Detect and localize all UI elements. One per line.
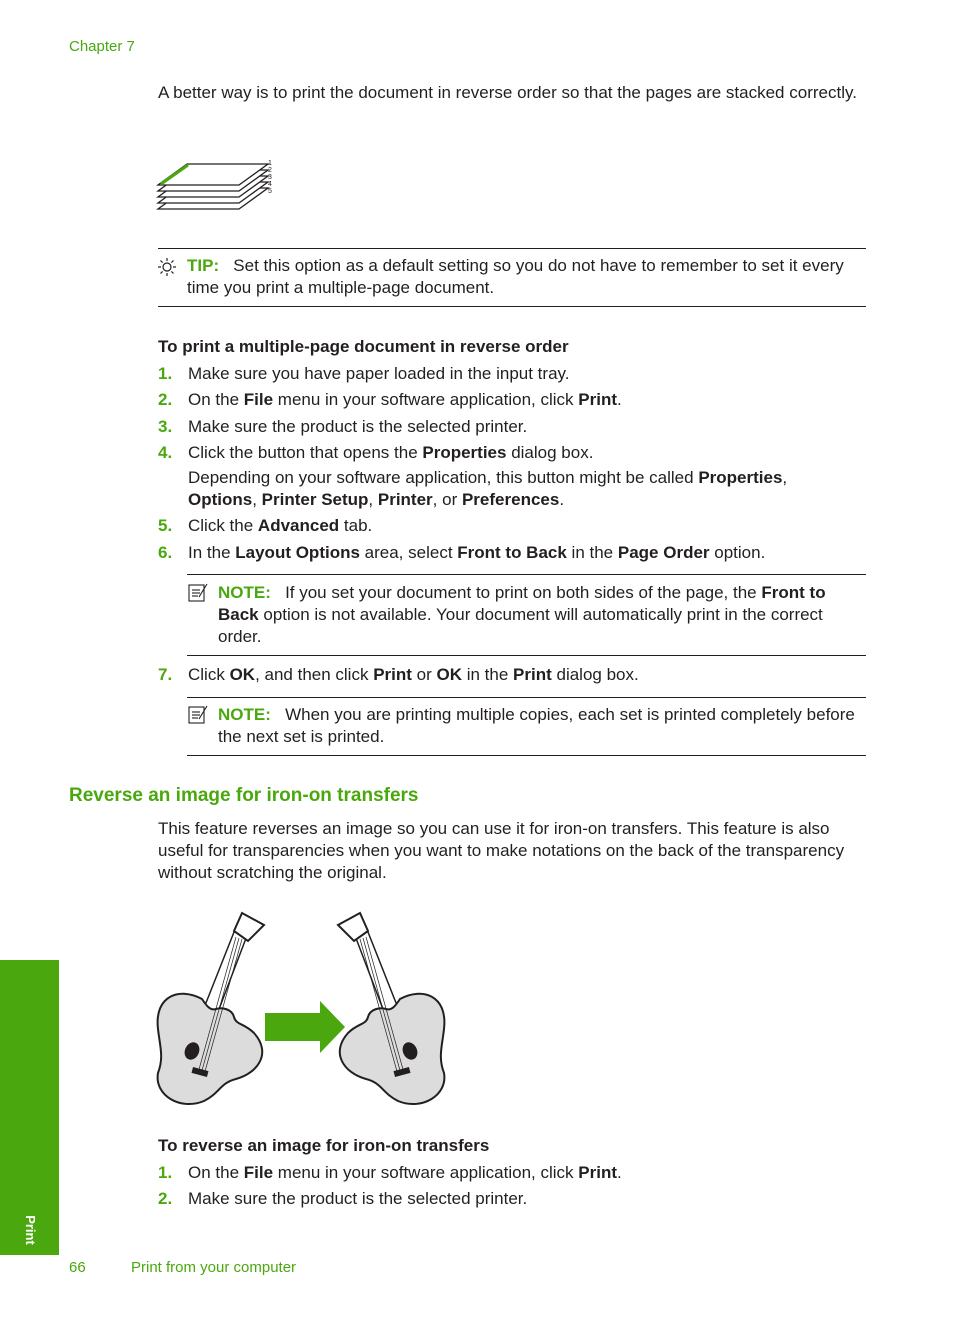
step-text: In the Layout Options area, select Front to Back in the Page Order option. [188,543,766,562]
tip-label: TIP: [187,256,220,275]
step-number: 1. [158,364,173,383]
stacked-pages-illustration [155,155,280,217]
step-text: Click OK, and then click Print or OK in the Print dialog box. [188,665,639,684]
stack-label-1: 1 [268,160,272,167]
tip-body: Set this option as a default setting so you do not have to remember to set it every time you print a multiple-page document. [187,256,844,297]
step-number: 2. [158,1189,173,1208]
step-number: 7. [158,665,173,684]
note-icon [188,705,210,725]
step-text: On the File menu in your software application, click Print. [188,1163,622,1182]
stack-label-3: 3 [268,174,272,181]
procedure-title: To print a multiple-page document in reverse order [158,337,569,356]
step-number: 1. [158,1163,173,1182]
note-2-text: NOTE: When you are printing multiple copies, each set is printed completely before the next set is printed. [218,705,855,746]
step-4-detail: Depending on your software application, this button might be called Properties, Options, Printer Setup, Printer, or Preferences. [188,468,788,509]
note-2-bottom-rule [187,755,866,756]
section-intro: This feature reverses an image so you can use it for iron-on transfers. This feature is also useful for transparencies when you want to make notations on the back of the transparency without scratching the original. [158,819,845,882]
note-1-text: NOTE: If you set your document to print on both sides of the page, the Front to Back option is not available. Your document will automatically print in the correct order. [218,583,826,646]
procedure-title-2: To reverse an image for iron-on transfers [158,1136,490,1155]
step-text: Make sure the product is the selected printer. [188,417,528,436]
lightbulb-icon [157,257,177,277]
step-number: 4. [158,443,173,462]
step-text: Click the Advanced tab. [188,516,373,535]
page-number: 66 [69,1259,86,1276]
step-text: On the File menu in your software application, click Print. [188,390,622,409]
step-number: 3. [158,417,173,436]
tip-top-rule [158,248,866,249]
stack-label-5: 5 [268,188,272,195]
step-text: Make sure the product is the selected printer. [188,1189,528,1208]
intro-paragraph: A better way is to print the document in reverse order so that the pages are stacked correctly. [158,83,857,102]
guitar-reverse-illustration [150,905,460,1110]
note-icon [188,583,210,603]
step-text: Make sure you have paper loaded in the input tray. [188,364,570,383]
tip-text [187,255,867,299]
note-1-bottom-rule [187,655,866,656]
step-number: 5. [158,516,173,535]
note-1-top-rule [187,574,866,575]
footer-section-title: Print from your computer [131,1259,297,1276]
note-2-top-rule [187,697,866,698]
stack-label-4: 4 [268,181,272,188]
stack-label-2: 2 [268,167,272,174]
section-heading: Reverse an image for iron-on transfers [69,785,419,806]
chapter-side-tab [0,960,59,1255]
step-text: Click the button that opens the Properties dialog box. [188,443,594,462]
note-label: NOTE: [218,583,271,602]
note-label: NOTE: [218,705,271,724]
chapter-label: Chapter 7 [69,38,135,55]
side-tab-label: Print [23,1215,38,1245]
step-number: 6. [158,543,173,562]
tip-bottom-rule [158,306,866,307]
step-number: 2. [158,390,173,409]
